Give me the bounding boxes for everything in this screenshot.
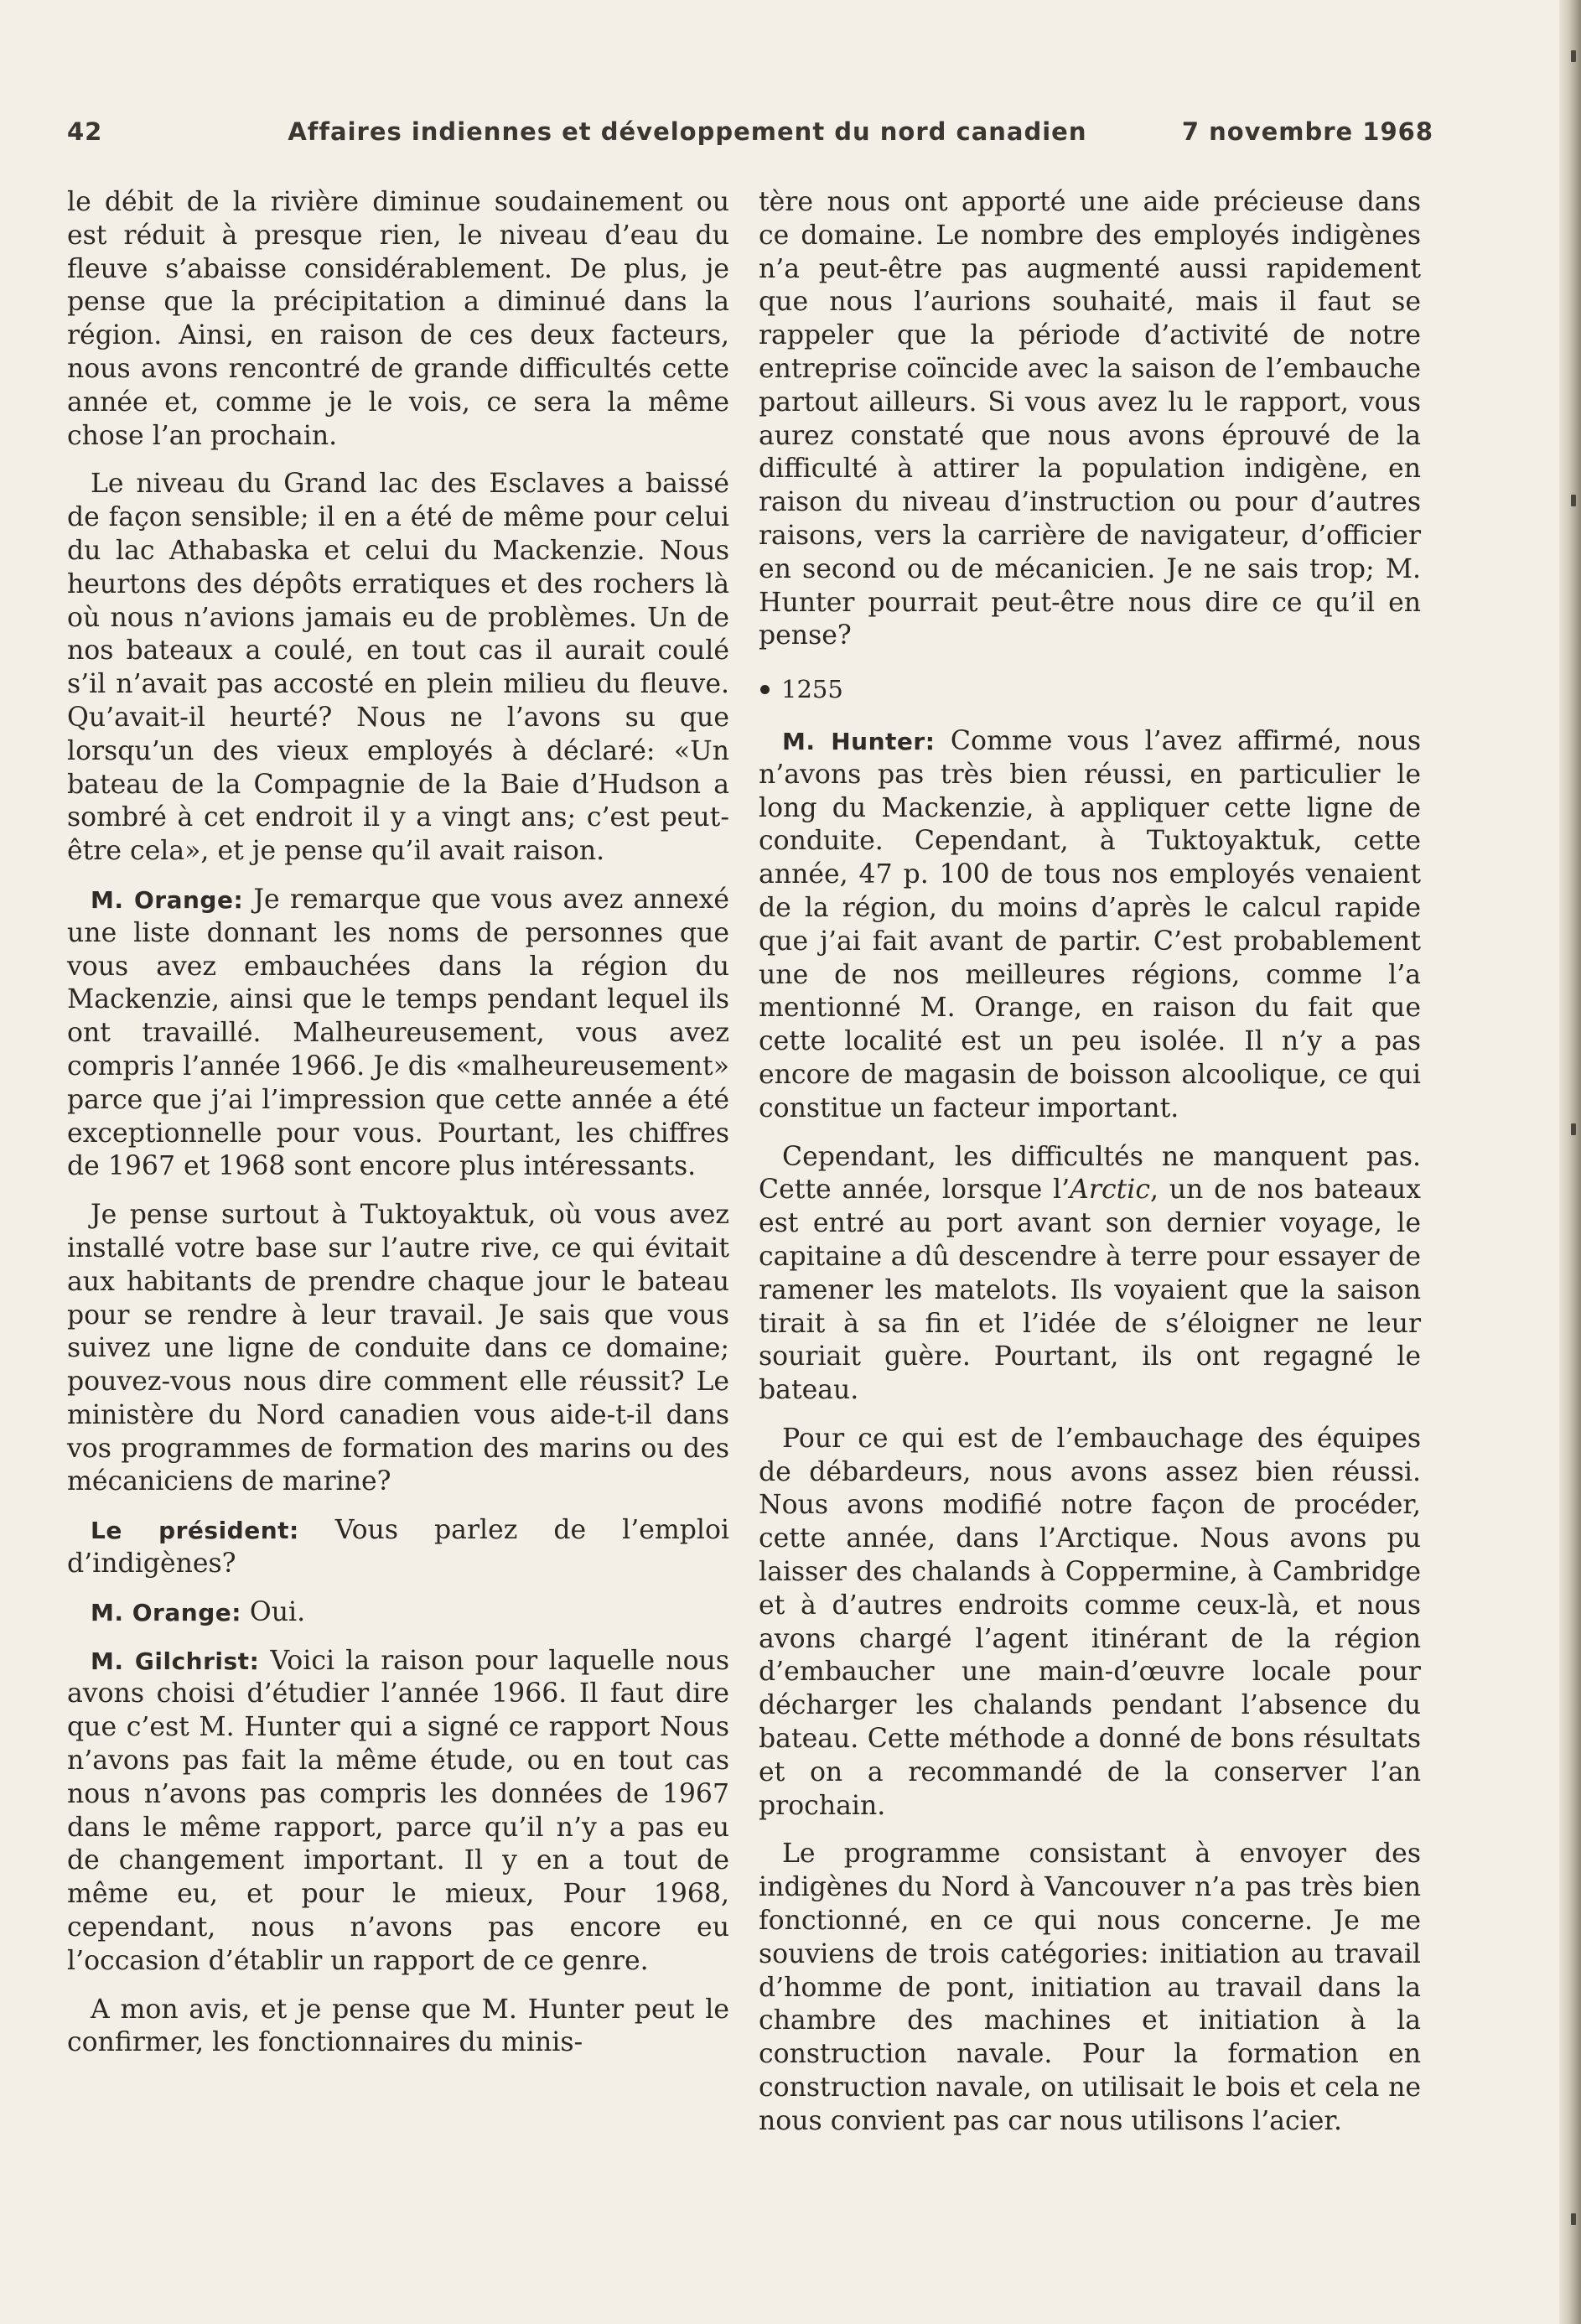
paragraph: A mon avis, et je pense que M. Hunter peut le confirmer, les fonctionnaires du minis-	[67, 1994, 729, 2058]
speech-text: Comme vous l’avez affirmé, nous n’avons pas très bien réussi, en particulier le long du Mackenzie, à appliquer cette ligne de conduite. Cependant, à Tuktoyaktuk, cette année, 47 p. 100 de tous nos employés venaient de la région, du moins d’après le calcul rapide que j’ai fait avant de partir. C’est probablement une de nos meilleures régions, comme l’a mentionné M. Orange, en raison du fait que cette localité est un peu isolée. Il n’y a pas encore de magasin de boisson alcoolique, ce qui constitue un facteur important.	[759, 725, 1421, 1123]
speaker-name: M. Gilchrist:	[91, 1647, 260, 1675]
speaker-name: Le président:	[91, 1517, 299, 1545]
paragraph	[759, 1141, 1421, 1408]
right-column	[759, 186, 1421, 2154]
edge-mark	[1571, 1123, 1576, 1135]
time-marker-number: 1255	[781, 675, 843, 704]
speaker-name: M. Orange:	[91, 1598, 241, 1626]
speech-text: Voici la raison pour laquelle nous avons choisi d’étudier l’année 1966. Il faut dire que c’est M. Hunter qui a signé ce rapport Nous n’avons pas fait la même étude, ou en tout cas nous n’avons pas compris les données de 1967 dans le même rapport, parce qu’il n’y a pas eu de changement important. Il y en a tout de même eu, et pour le mieux, Pour 1968, cependant, nous n’avons pas encore eu l’occasion d’établir un rapport de ce genre.	[67, 1645, 729, 1976]
header-date: 7 novembre 1968	[1181, 117, 1433, 146]
speaker-name: M. Hunter:	[782, 727, 936, 755]
page-number: 42	[67, 117, 103, 146]
paragraph	[67, 1596, 729, 1630]
bullet-icon	[760, 685, 770, 694]
text-run: Cependant, les difficultés ne manquent pas. Cette année, lorsque l’	[759, 1141, 1421, 1206]
paragraph: tère nous ont apporté une aide précieuse dans ce domaine. Le nombre des employés indigènes n’a peut-être pas augmenté aussi rapidement que nous l’aurions souhaité, mais il faut se rappeler que la période d’activité de notre entreprise coïncide avec la saison de l’embauche partout ailleurs. Si vous avez lu le rapport, vous aurez constaté que nous avons éprouvé de la difficulté à attirer la population indigène, en raison du niveau d’instruction ou pour d’autres raisons, vers la carrière de navigateur, d’officier en second ou de mécanicien. Je ne sais trop; M. Hunter pourrait peut-être nous dire ce qu’il en pense?	[759, 187, 1421, 651]
paragraph	[67, 884, 729, 1184]
page-edge	[1559, 0, 1581, 2324]
page-header	[67, 117, 1433, 146]
left-column	[67, 186, 729, 2075]
text-run: , un de nos bateaux est entré au port avant son dernier voyage, le capitaine a dû descendre à terre pour essayer de ramener les matelots. Ils voyaient que la saison tirait à sa fin et l’idée de s’éloigner ne leur souriait guère. Pourtant, ils ont regagné le bateau.	[759, 1175, 1421, 1406]
edge-mark	[1571, 2213, 1576, 2225]
paragraph: Je pense surtout à Tuktoyaktuk, où vous avez installé votre base sur l’autre rive, ce qui évitait aux habitants de prendre chaque jour le bateau pour se rendre à leur travail. Je sais que vous suivez une ligne de conduite dans ce domaine; pouvez-vous nous dire comment elle réussit? Le ministère du Nord canadien vous aide-t-il dans vos programmes de formation des marins ou des mécaniciens de marine?	[67, 1200, 729, 1497]
speech-text: Oui.	[241, 1596, 306, 1627]
paragraph	[67, 1645, 729, 1979]
paragraph: le débit de la rivière diminue soudainement ou est réduit à presque rien, le niveau d’eau du fleuve s’abaisse considérablement. De plus, je pense que la précipitation a diminué dans la région. Ainsi, en raison de ces deux facteurs, nous avons rencontré de grande difficultés cette année et, comme je le vois, ce sera la même chose l’an prochain.	[67, 187, 729, 451]
speech-text: Je remarque que vous avez annexé une liste donnant les noms de personnes que vous avez embauchées dans la région du Mackenzie, ainsi que le temps pendant lequel ils ont travaillé. Malheureusement, vous avez compris l’année 1966. Je dis «malheureusement» parce que j’ai l’impression que cette année a été exceptionnelle pour vous. Pourtant, les chiffres de 1967 et 1968 sont encore plus intéressants.	[67, 884, 730, 1182]
paragraph: Le programme consistant à envoyer des indigènes du Nord à Vancouver n’a pas très bien fonctionné, en ce qui nous concerne. Je me souviens de trois catégories: initiation au travail d’homme de pont, initiation au travail dans la chambre des machines et initiation à la construction navale. Pour la formation en construction navale, on utilisait le bois et cela ne nous convient pas car nous utilisons l’acier.	[759, 1839, 1421, 2136]
paragraph	[67, 1514, 729, 1581]
paragraph	[759, 725, 1421, 1126]
speech-text: Vous parlez de l’emploi d’indigènes?	[67, 1515, 730, 1580]
time-marker	[759, 673, 1421, 707]
edge-mark	[1571, 495, 1576, 506]
ship-name: Arctic	[1070, 1175, 1150, 1206]
paragraph: Pour ce qui est de l’embauchage des équipes de débardeurs, nous avons assez bien réussi. Nous avons modifié notre façon de procéder, cette année, dans l’Arctique. Nous avons pu laisser des chalands à Coppermine, à Cambridge et à d’autres endroits comme ceux-là, et nous avons chargé l’agent itinérant de la région d’embaucher une main-d’œuvre locale pour décharger les chalands pendant l’absence du bateau. Cette méthode a donné de bons résultats et on a recommandé de la conserver l’an prochain.	[759, 1423, 1421, 1821]
running-title: Affaires indiennes et développement du nord canadien	[288, 117, 1087, 146]
paragraph: Le niveau du Grand lac des Esclaves a baissé de façon sensible; il en a été de même pour celui du lac Athabaska et celui du Mackenzie. Nous heurtons des dépôts erratiques et des rochers là où nous n’avions jamais eu de problèmes. Un de nos bateaux a coulé, en tout cas il aurait coulé s’il n’avait pas accosté en plein milieu du fleuve. Qu’avait-il heurté? Nous ne l’avons su que lorsqu’un des vieux employés à déclaré: «Un bateau de la Compagnie de la Baie d’Hudson a sombré à cet endroit il y a vingt ans; c’est peut-être cela», et je pense qu’il avait raison.	[67, 469, 729, 867]
edge-mark	[1571, 50, 1576, 62]
speaker-name: M. Orange:	[91, 885, 244, 914]
